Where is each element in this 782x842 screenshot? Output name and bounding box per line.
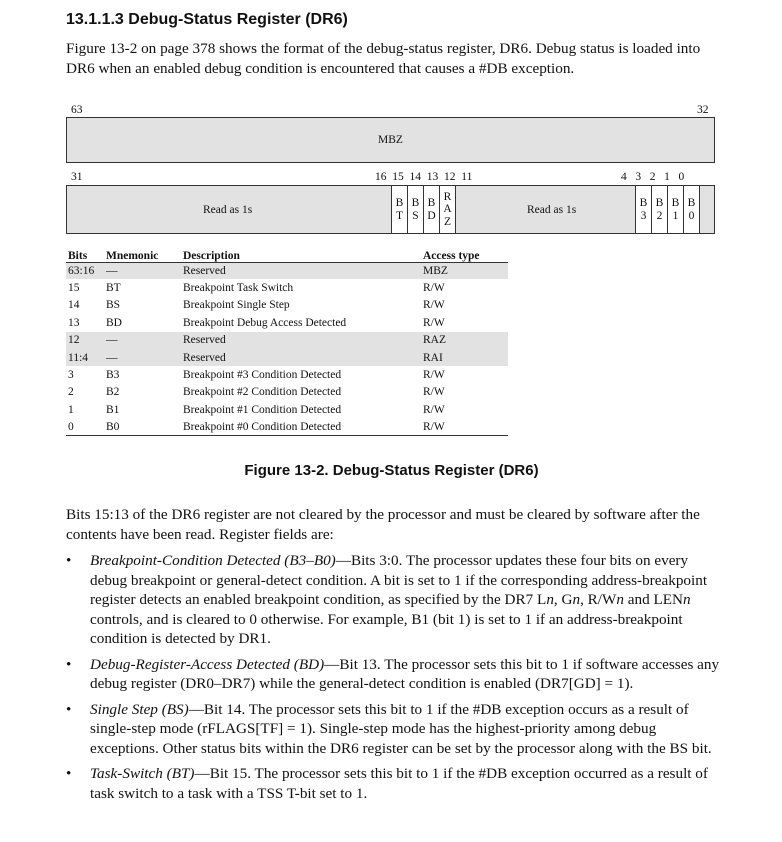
cell-bits: 2 [68, 386, 74, 399]
table-row [66, 366, 508, 383]
cell-mnemonic: B1 [106, 403, 120, 416]
cell-mnemonic: — [104, 332, 181, 349]
table-row [66, 349, 508, 366]
cell-mnemonic: B3 [106, 369, 120, 382]
register-upper-field [66, 117, 715, 163]
cell-description: Reserved [181, 332, 421, 349]
header-access-type: Access type [421, 244, 508, 262]
header-description: Description [181, 244, 421, 262]
field-letter: S [412, 209, 419, 222]
cell-description: Breakpoint #1 Condition Detected [183, 403, 342, 416]
field-text: —Bit 14. The processor sets this bit to 1 if the #DB exception occurs as a result of single-step mode (rFLAGS[TF] = 1). Single-step mode has the highest-priority among debug exceptions. Other status bits within the DR6 register can be set by the processor along with the BS bit. [90, 700, 712, 757]
cell-access: MBZ [421, 262, 508, 279]
field-text: n [572, 591, 581, 608]
cell-bits: 14 [68, 299, 80, 312]
field-term: Debug-Register-Access Detected (BD) [90, 655, 325, 673]
table-row [66, 279, 508, 296]
cell-bits: 13 [68, 316, 80, 329]
field-letter: B [655, 197, 664, 209]
cell-description: Breakpoint Task Switch [183, 282, 294, 295]
list-item [66, 551, 721, 649]
field-letter: R [443, 190, 452, 203]
field-letter: B [395, 197, 404, 209]
table-row [66, 384, 508, 401]
bit-labels-middle: 16 15 14 13 12 11 [375, 171, 473, 183]
cell-access: R/W [423, 282, 445, 295]
field-letter: Z [443, 215, 452, 228]
list-item [66, 700, 721, 759]
cell-description: Breakpoint Debug Access Detected [183, 316, 347, 329]
field-text: n [616, 591, 624, 608]
field-letter: B [671, 197, 680, 209]
cell-bits: 3 [68, 369, 74, 382]
cell-access: R/W [423, 403, 445, 416]
intro-paragraph: Figure 13-2 on page 378 shows the format of the debug-status register, DR6. Debug status is loaded into DR6 when an enabled debug condition is encountered that causes a #DB exception. [66, 40, 701, 77]
field-b1 [667, 185, 684, 234]
cell-description: Breakpoint #0 Condition Detected [181, 419, 421, 436]
bullet-icon: • [66, 700, 72, 718]
cell-mnemonic: B2 [106, 386, 120, 399]
field-letter: T [395, 209, 404, 222]
cell-description: Breakpoint Single Step [183, 299, 290, 312]
field-text: n [683, 591, 691, 608]
figure-caption: Figure 13-2. Debug-Status Register (DR6) [244, 462, 539, 479]
bit-field-table [66, 244, 508, 436]
table-row [66, 332, 508, 349]
bullet-icon: • [66, 655, 72, 673]
cell-access: R/W [423, 386, 445, 399]
field-letter: 3 [640, 209, 647, 222]
bit-labels-right: 4 3 2 1 0 [621, 171, 685, 183]
list-item [66, 655, 721, 694]
cell-bits: 1 [68, 403, 74, 416]
cell-bits: 11:4 [66, 349, 104, 366]
field-term: Single Step (BS) [90, 700, 189, 718]
fields-paragraph: Bits 15:13 of the DR6 register are not cleared by the processor and must be cleared by software after the contents have been read. Register fields are: [66, 506, 700, 543]
cell-bits: 63:16 [66, 262, 104, 279]
cell-access: RAI [421, 349, 508, 366]
header-mnemonic: Mnemonic [104, 244, 181, 262]
field-text: controls, and is cleared to 0 otherwise. For example, B1 (bit 1) is set to 1 if an address-breakpoint condition is detected by DR1. [90, 610, 683, 647]
table-row [66, 401, 508, 418]
field-letter: B [639, 197, 648, 209]
table-row [66, 297, 508, 314]
cell-access: R/W [421, 419, 508, 436]
cell-access: RAZ [421, 332, 508, 349]
field-text: , G [553, 591, 573, 608]
field-text: , R/W [580, 591, 617, 608]
cell-mnemonic: — [104, 349, 181, 366]
field-bs [407, 185, 424, 234]
field-text: n [546, 591, 554, 608]
cell-mnemonic: BS [106, 299, 121, 312]
cell-mnemonic: BT [106, 282, 121, 295]
field-text: —Bit 13. The processor sets this bit to 1 if software accesses any debug register (DR0–DR7) while the general-detect condition is enabled (DR7[GD] = 1). [90, 655, 720, 692]
field-descriptions-list [66, 551, 721, 809]
cell-description: Breakpoint #3 Condition Detected [183, 369, 342, 382]
bullet-icon: • [66, 552, 72, 569]
cell-bits: 15 [68, 282, 80, 295]
field-letter: 1 [672, 209, 679, 222]
read-as-ones-right: Read as 1s [527, 204, 577, 216]
field-term: Breakpoint-Condition Detected (B3–B0) [90, 552, 336, 569]
field-bd [423, 185, 440, 234]
field-text: and LEN [623, 591, 683, 608]
field-letter: B [411, 197, 420, 209]
cell-mnemonic: — [104, 262, 181, 279]
bit-label-63: 63 [71, 104, 83, 116]
bit-label-32: 32 [697, 104, 709, 116]
field-raz [439, 185, 456, 234]
mbz-label: MBZ [378, 134, 403, 146]
field-letter: 0 [688, 209, 695, 222]
table-row [66, 262, 508, 279]
field-letter: A [443, 203, 452, 216]
cell-description: Reserved [181, 349, 421, 366]
list-item [66, 764, 721, 803]
cell-access: R/W [423, 316, 445, 329]
cell-access: R/W [423, 299, 445, 312]
cell-access: R/W [423, 369, 445, 382]
section-heading: 13.1.1.3 Debug-Status Register (DR6) [66, 11, 348, 28]
table-row [66, 419, 508, 436]
cell-mnemonic: BD [106, 316, 122, 329]
field-b0 [683, 185, 700, 234]
field-text: —Bits 3:0. The processor updates these four bits on every debug breakpoint or general-detect condition. A bit is set to 1 if the corresponding address-breakpoint register detects an enabled breakpoint condition, as specified by the DR7 L [90, 552, 708, 608]
field-bt [391, 185, 408, 234]
field-letter: B [687, 197, 696, 209]
cell-description: Reserved [181, 262, 421, 279]
field-letter: 2 [656, 209, 663, 222]
cell-mnemonic: B0 [104, 419, 181, 436]
bullet-icon: • [66, 765, 72, 782]
table-row [66, 314, 508, 331]
bit-label-31: 31 [71, 171, 83, 183]
field-text: —Bit 15. The processor sets this bit to 1 if the #DB exception occurred as a result of task switch to a task with a TSS T-bit set to 1. [90, 765, 708, 802]
table-header-row [66, 244, 508, 262]
field-b2 [651, 185, 668, 234]
field-letter: D [427, 209, 436, 222]
cell-bits: 0 [66, 419, 104, 436]
cell-description: Breakpoint #2 Condition Detected [183, 386, 342, 399]
header-bits: Bits [66, 244, 104, 262]
read-as-ones-left: Read as 1s [203, 204, 253, 216]
field-term: Task-Switch (BT) [90, 765, 195, 782]
cell-bits: 12 [66, 332, 104, 349]
field-b3 [635, 185, 652, 234]
field-letter: B [427, 197, 436, 209]
